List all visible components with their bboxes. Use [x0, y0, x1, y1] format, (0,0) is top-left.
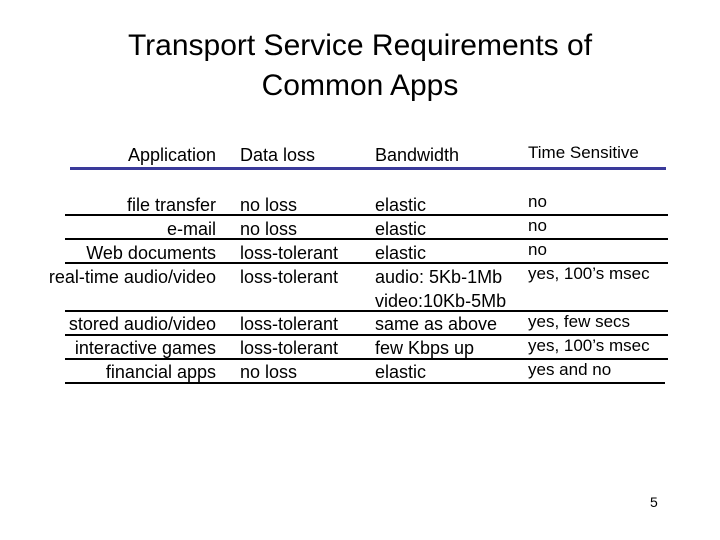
- group1-application-column: [20, 193, 216, 289]
- data-loss-financial-apps: no loss: [240, 362, 298, 382]
- bandwidth-financial-apps: elastic: [375, 362, 427, 382]
- page-number: 5: [650, 494, 658, 510]
- bandwidth-file-transfer: elastic: [375, 195, 427, 215]
- app-financial-apps: financial apps: [105, 362, 216, 382]
- group2-time-sensitive-column: [528, 310, 650, 382]
- header-application: Application: [127, 145, 216, 165]
- header-data-loss: Data loss: [240, 145, 316, 165]
- time-sensitive-web-documents: no: [528, 240, 547, 259]
- bandwidth-interactive-games: few Kbps up: [375, 338, 475, 358]
- group1-bandwidth-column: [375, 193, 506, 313]
- row-divider: [65, 382, 665, 384]
- row-divider: [65, 310, 668, 312]
- row-divider: [65, 334, 668, 336]
- data-loss-web-documents: loss-tolerant: [240, 243, 339, 263]
- bandwidth-real-time-audio: audio: 5Kb-1Mb: [375, 267, 503, 287]
- time-sensitive-e-mail: no: [528, 216, 547, 235]
- row-divider: [65, 214, 668, 216]
- bandwidth-web-documents: elastic: [375, 243, 427, 263]
- app-interactive-games: interactive games: [74, 338, 216, 358]
- group2-bandwidth-column: [375, 312, 497, 384]
- time-sensitive-interactive-games: yes, 100’s msec: [528, 336, 650, 355]
- data-loss-e-mail: no loss: [240, 219, 298, 239]
- row-divider: [65, 238, 668, 240]
- header-time-sensitive: Time Sensitive: [528, 143, 639, 162]
- time-sensitive-financial-apps: yes and no: [528, 360, 612, 379]
- slide-title-line-2: Common Apps: [261, 69, 459, 102]
- group1-data-loss-column: [240, 193, 338, 289]
- slide-title-line-1: Transport Service Requirements of: [127, 29, 593, 62]
- header-underline: [70, 167, 666, 170]
- data-loss-real-time-audio-video: loss-tolerant: [240, 267, 339, 287]
- bandwidth-stored-audio-video: same as above: [375, 314, 498, 334]
- app-file-transfer: file transfer: [126, 195, 216, 215]
- header-bandwidth: Bandwidth: [375, 145, 460, 165]
- time-sensitive-real-time-audio-video: yes, 100’s msec: [528, 264, 650, 283]
- slide-title: [60, 26, 660, 106]
- group2-application-column: [20, 312, 216, 384]
- group2-data-loss-column: [240, 312, 338, 384]
- app-stored-audio-video: stored audio/video: [68, 314, 216, 334]
- app-e-mail: e-mail: [166, 219, 216, 239]
- data-loss-stored-audio-video: loss-tolerant: [240, 314, 339, 334]
- time-sensitive-file-transfer: no: [528, 192, 547, 211]
- row-divider: [65, 358, 668, 360]
- time-sensitive-stored-audio-video: yes, few secs: [528, 312, 631, 331]
- app-web-documents: Web documents: [86, 243, 216, 263]
- data-loss-file-transfer: no loss: [240, 195, 298, 215]
- bandwidth-real-time-video: video:10Kb-5Mb: [375, 291, 507, 311]
- data-loss-interactive-games: loss-tolerant: [240, 338, 339, 358]
- app-real-time-audio-video: real-time audio/video: [48, 267, 216, 287]
- bandwidth-e-mail: elastic: [375, 219, 427, 239]
- row-divider: [65, 262, 668, 264]
